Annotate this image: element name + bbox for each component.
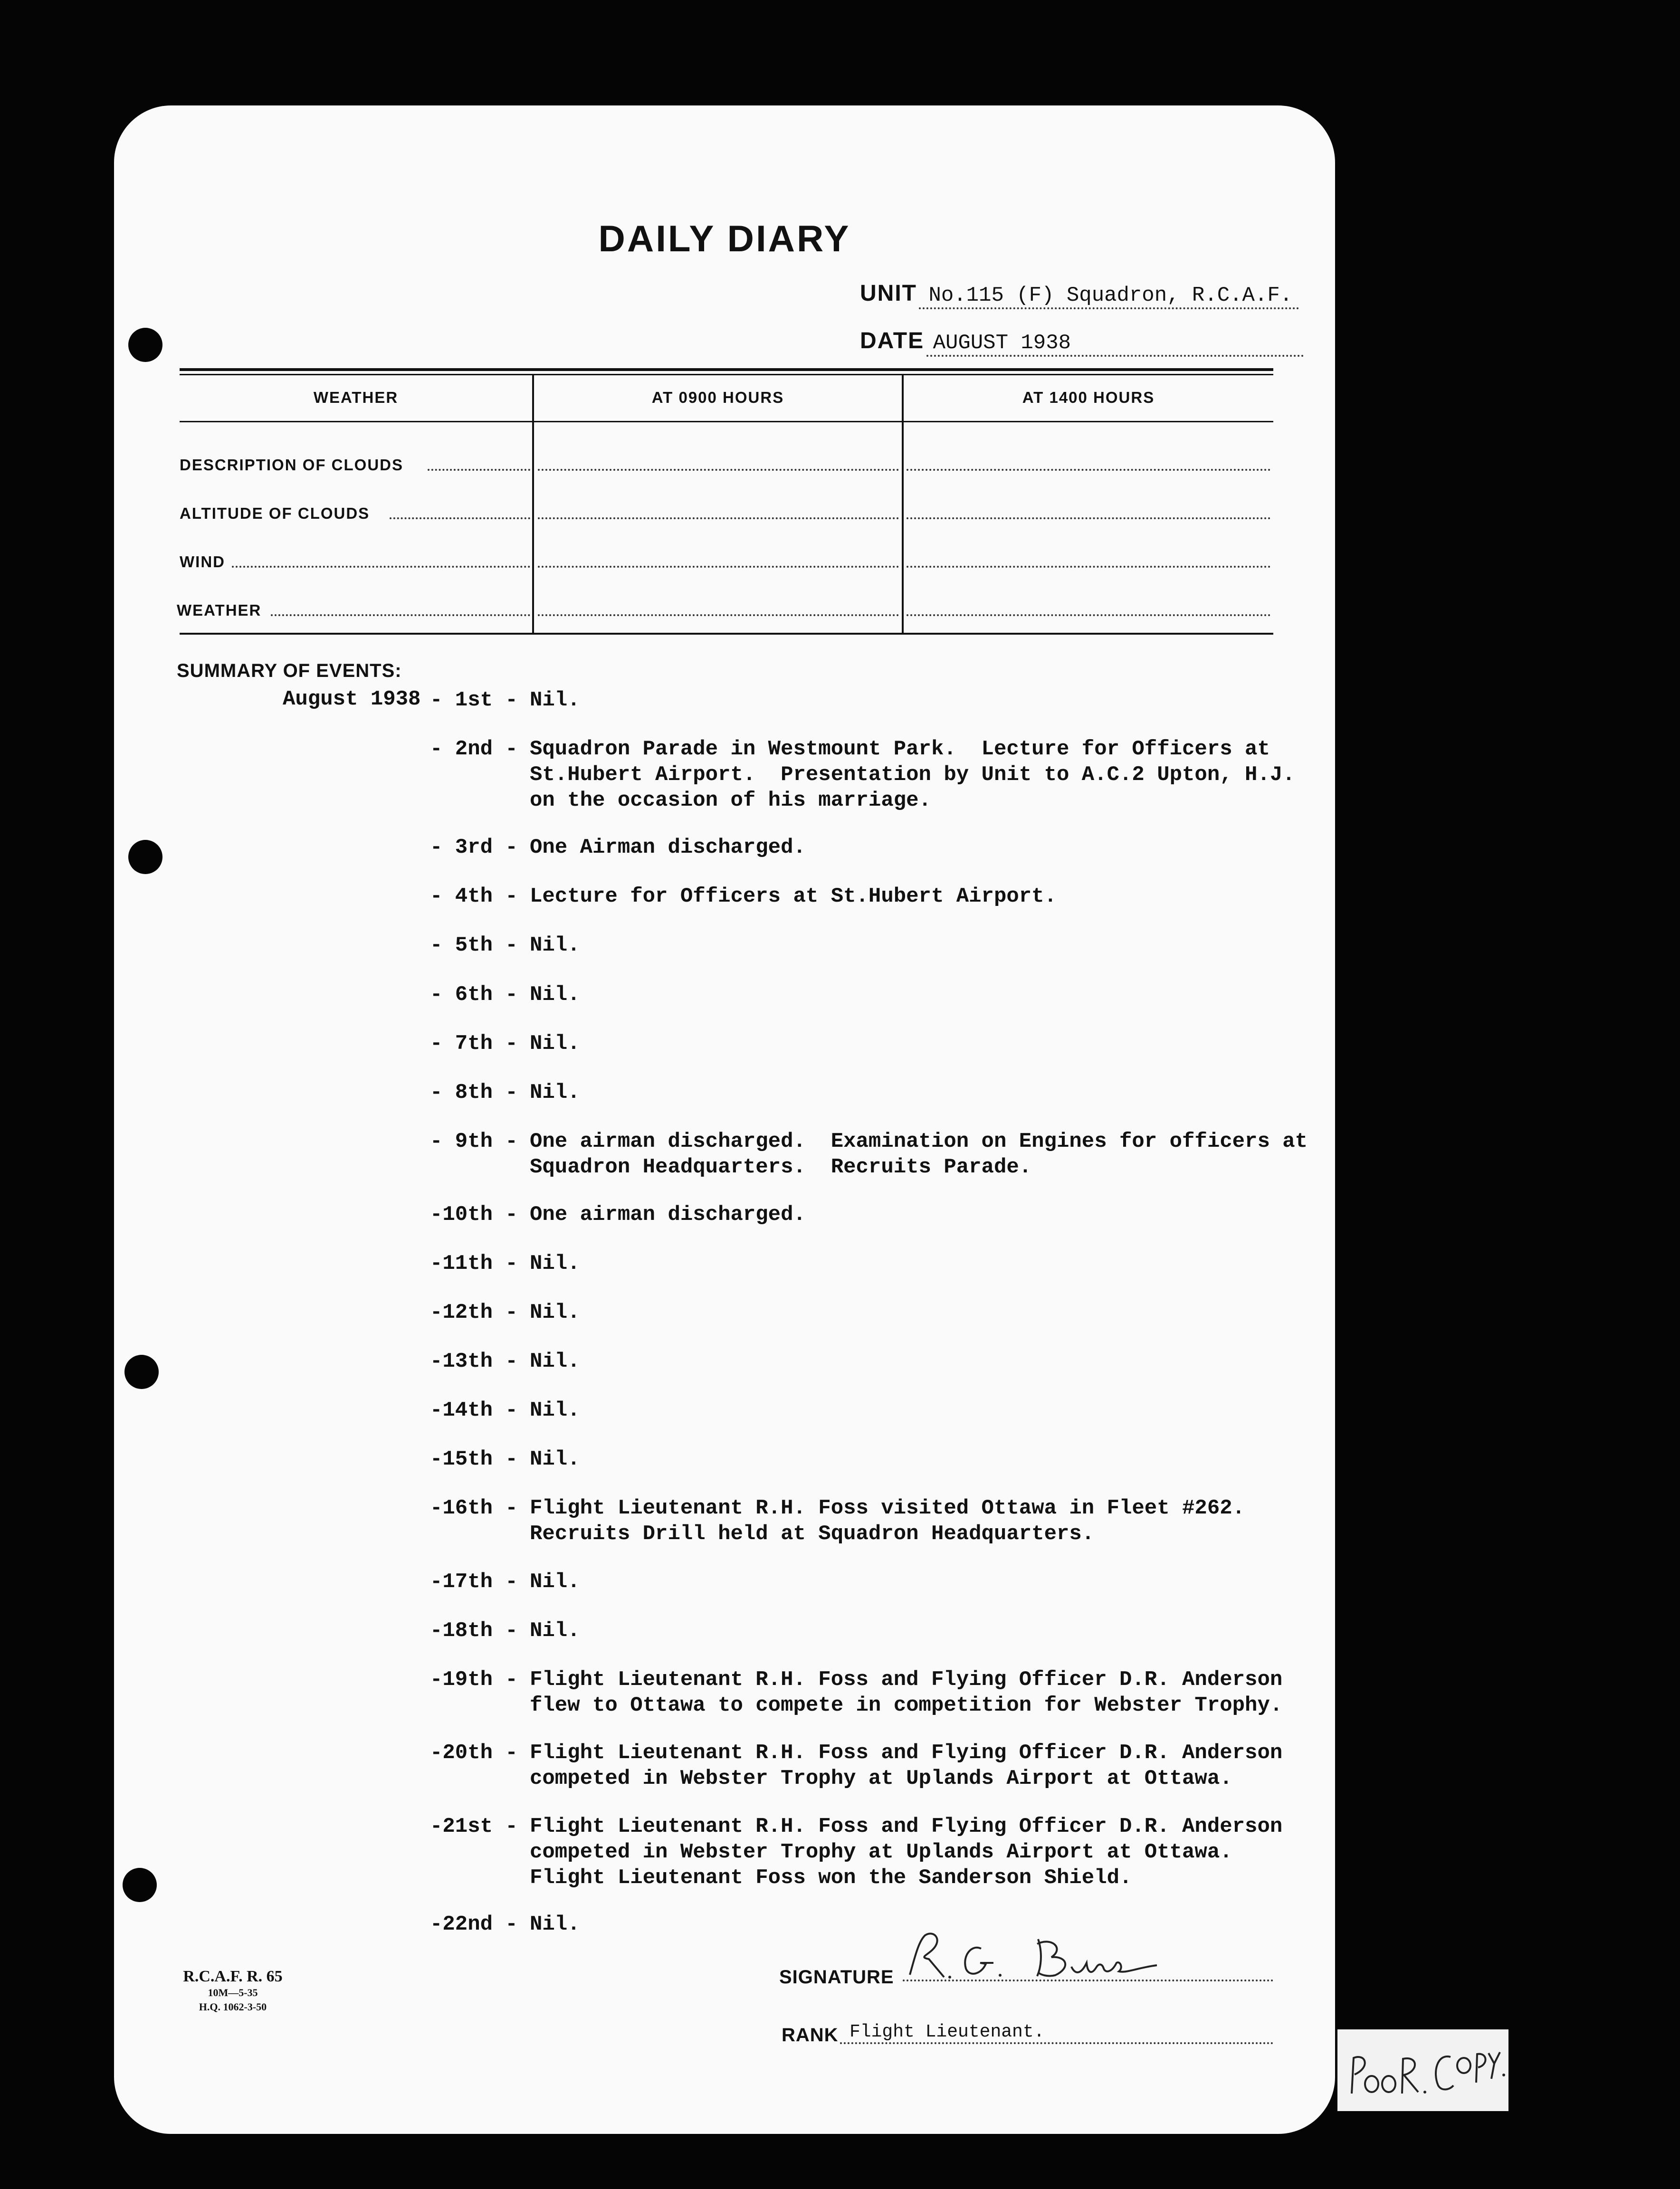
- event-text: One Airman discharged.: [530, 836, 806, 859]
- event-entry-20: [430, 1740, 1282, 1791]
- event-entry-15: [430, 1447, 580, 1472]
- event-entry-12: [430, 1300, 580, 1325]
- event-entry-13: [430, 1349, 580, 1374]
- form-hq-ref: H.Q. 1062-3-50: [199, 2001, 267, 2013]
- signature-label: SIGNATURE: [779, 1967, 894, 1988]
- event-day: -12th -: [430, 1301, 518, 1324]
- diary-sheet: [114, 105, 1335, 2134]
- event-text: Nil.: [530, 1032, 580, 1056]
- event-entry-18: [430, 1618, 580, 1644]
- column-header-weather: WEATHER: [313, 389, 399, 406]
- fill-line: [907, 469, 1270, 471]
- row-label-weather: WEATHER: [177, 601, 262, 619]
- event-day: - 3rd -: [430, 836, 518, 859]
- binder-hole: [123, 1868, 157, 1902]
- form-number: R.C.A.F. R. 65: [183, 1968, 283, 1985]
- event-day: -22nd -: [430, 1913, 518, 1936]
- event-day: - 4th -: [430, 885, 518, 908]
- table-header-rule: [180, 421, 1273, 422]
- event-day: - 7th -: [430, 1032, 518, 1056]
- event-text: Flight Lieutenant R.H. Foss visited Ottawa in Fleet #262. Recruits Drill held at Squadron Headquarters.: [530, 1496, 1245, 1546]
- event-text: Lecture for Officers at St.Hubert Airport.: [530, 885, 1057, 908]
- event-entry-01: [430, 687, 580, 713]
- event-entry-02: [430, 736, 1295, 813]
- fill-line: [538, 469, 899, 471]
- event-text: Nil.: [530, 1447, 580, 1471]
- unit-value: No.115 (F) Squadron, R.C.A.F.: [919, 284, 1299, 309]
- fill-line: [390, 517, 530, 519]
- fill-line: [428, 469, 530, 471]
- event-entry-09: [430, 1129, 1308, 1180]
- date-value: AUGUST 1938: [926, 331, 1304, 357]
- table-rule-top: [180, 368, 1273, 371]
- event-day: - 9th -: [430, 1130, 518, 1153]
- event-day: -10th -: [430, 1203, 518, 1227]
- event-text: Flight Lieutenant R.H. Foss and Flying Officer D.R. Anderson competed in Webster Trophy at Uplands Airport at Ottawa. Flight Lieutenant Foss won the Sanderson Shield.: [530, 1815, 1283, 1890]
- row-label-wind: WIND: [180, 553, 225, 571]
- event-day: -19th -: [430, 1668, 518, 1692]
- event-entry-16: [430, 1495, 1245, 1547]
- event-text: Squadron Parade in Westmount Park. Lecture for Officers at St.Hubert Airport. Presentation by Unit to A.C.2 Upton, H.J. on the occasion of his marriage.: [530, 737, 1295, 812]
- event-entry-17: [430, 1569, 580, 1595]
- event-text: Nil.: [530, 933, 580, 957]
- row-label-description-of-clouds: DESCRIPTION OF CLOUDS: [180, 456, 404, 474]
- event-day: -18th -: [430, 1619, 518, 1643]
- rank-value: Flight Lieutenant.: [840, 2022, 1273, 2044]
- event-entry-11: [430, 1251, 580, 1276]
- row-label-altitude-of-clouds: ALTITUDE OF CLOUDS: [180, 504, 370, 522]
- fill-line: [907, 614, 1270, 616]
- event-text: Nil.: [530, 1252, 580, 1275]
- event-text: Nil.: [530, 1081, 580, 1104]
- event-day: -20th -: [430, 1741, 518, 1765]
- column-header-0900: AT 0900 HOURS: [651, 389, 784, 406]
- date-line: [860, 328, 1304, 357]
- poor-copy-slip: [1337, 2029, 1508, 2111]
- handwritten-signature: [900, 1930, 1185, 1989]
- event-day: -11th -: [430, 1252, 518, 1275]
- binder-hole: [128, 840, 162, 874]
- event-day: - 6th -: [430, 983, 518, 1007]
- table-rule-top-2: [180, 374, 1273, 375]
- event-day: -16th -: [430, 1496, 518, 1520]
- binder-hole: [128, 328, 162, 362]
- event-entry-19: [430, 1667, 1282, 1718]
- fill-line: [538, 517, 899, 519]
- form-print-run: 10M—5-35: [208, 1987, 258, 1999]
- event-day: - 1st -: [430, 688, 518, 712]
- event-text: Flight Lieutenant R.H. Foss and Flying Officer D.R. Anderson flew to Ottawa to compete in competition for Webster Trophy.: [530, 1668, 1283, 1717]
- column-header-1400: AT 1400 HOURS: [1022, 389, 1155, 406]
- poor-copy-handwriting: [1337, 2029, 1508, 2111]
- event-text: Nil.: [530, 1399, 580, 1422]
- event-day: -17th -: [430, 1570, 518, 1594]
- unit-line: [860, 280, 1299, 309]
- event-day: - 8th -: [430, 1081, 518, 1104]
- event-entry-22: [430, 1912, 580, 1937]
- summary-heading: SUMMARY OF EVENTS:: [177, 660, 402, 681]
- event-text: Nil.: [530, 1570, 580, 1594]
- fill-line: [538, 566, 899, 568]
- event-text: One airman discharged. Examination on Engines for officers at Squadron Headquarters. Recruits Parade.: [530, 1130, 1308, 1179]
- fill-line: [538, 614, 899, 616]
- fill-line: [271, 614, 530, 616]
- event-text: One airman discharged.: [530, 1203, 806, 1227]
- event-text: Flight Lieutenant R.H. Foss and Flying Officer D.R. Anderson competed in Webster Trophy at Uplands Airport at Ottawa.: [530, 1741, 1283, 1790]
- fill-line: [907, 566, 1270, 568]
- event-text: Nil.: [530, 1350, 580, 1373]
- event-day: -21st -: [430, 1815, 518, 1838]
- event-entry-08: [430, 1080, 580, 1105]
- date-label: DATE: [860, 328, 925, 353]
- event-day: - 5th -: [430, 933, 518, 957]
- event-text: Nil.: [530, 688, 580, 712]
- event-day: -13th -: [430, 1350, 518, 1373]
- event-text: Nil.: [530, 1301, 580, 1324]
- event-day: - 2nd -: [430, 737, 518, 761]
- rank-label: RANK: [782, 2025, 839, 2046]
- fill-line: [232, 566, 530, 568]
- event-entry-14: [430, 1398, 580, 1423]
- signature-drawing: [900, 1930, 1185, 1987]
- event-day: -15th -: [430, 1447, 518, 1471]
- event-entry-07: [430, 1031, 580, 1056]
- event-day: -14th -: [430, 1399, 518, 1422]
- table-divider: [902, 375, 904, 633]
- event-text: Nil.: [530, 983, 580, 1007]
- event-entry-10: [430, 1202, 806, 1228]
- event-entry-21: [430, 1814, 1282, 1891]
- event-text: Nil.: [530, 1913, 580, 1936]
- event-entry-04: [430, 884, 1057, 909]
- unit-label: UNIT: [860, 281, 917, 306]
- summary-month: August 1938: [283, 687, 421, 711]
- event-entry-03: [430, 835, 806, 860]
- table-rule-bottom: [180, 633, 1273, 635]
- event-entry-05: [430, 933, 580, 958]
- event-entry-06: [430, 982, 580, 1008]
- page-title: DAILY DIARY: [598, 218, 851, 259]
- table-divider: [532, 375, 534, 633]
- event-text: Nil.: [530, 1619, 580, 1643]
- fill-line: [907, 517, 1270, 519]
- binder-hole: [124, 1355, 159, 1389]
